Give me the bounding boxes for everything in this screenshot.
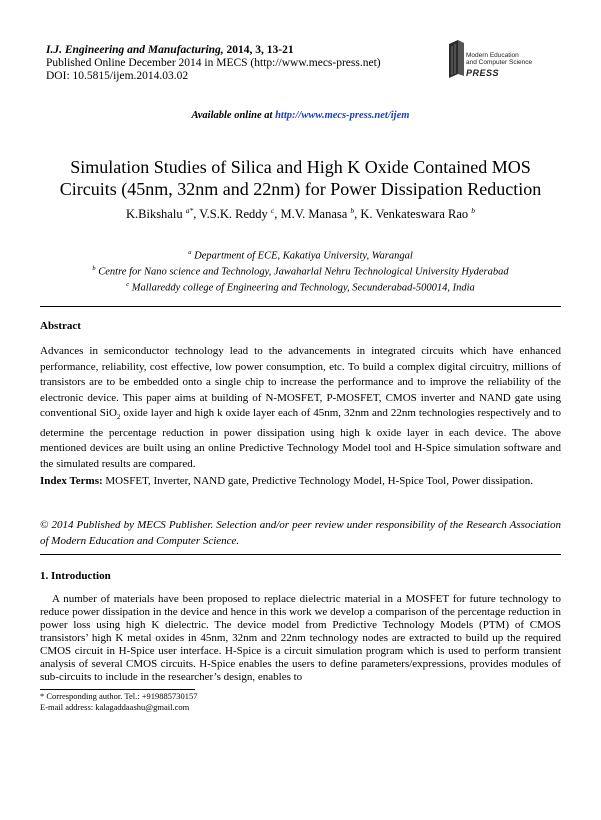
publisher-logo [446,38,556,82]
published-line: Published Online December 2014 in MECS (http://www.mecs-press.net) [46,57,381,69]
divider [40,554,561,555]
logo-line-1: Modern Education [466,52,519,59]
author-sup: a* [185,206,194,215]
paper-title [40,156,561,200]
introduction-heading: 1. Introduction [40,570,111,582]
journal-title: I.J. Engineering and Manufacturing, [46,44,224,56]
journal-header [46,44,381,83]
footnote-divider [40,689,195,690]
journal-link[interactable]: http://www.mecs-press.net/ijem [275,110,410,121]
corresponding-author: * Corresponding author. Tel.: +919885730157 [40,691,198,701]
author-sup: b [471,206,476,215]
author: K. Venkateswara Rao [360,207,469,222]
author: V.S.K. Reddy [199,207,268,222]
availability-line [0,110,601,121]
title-line-2: Circuits (45nm, 32nm and 22nm) for Power Dissipation Reduction [59,179,542,199]
author: M.V. Manasa [280,207,348,222]
book-stack-icon [446,38,468,78]
availability-prefix: Available online at [191,110,276,121]
abstract-text: Advances in semiconductor technology lead to the advancements in integrated circuits which have enhanced performance, reliability, cost effective, low power consumption, etc. To build a complex digital circuitry, millions of transistors are to be embedded onto a single chip to increase the performance and to improve the reliability of the electronic device. This paper aims at building of N-MOSFET, P-MOSFET, CMOS inverter and NAND gate using conventional SiO$_2$ oxide layer and high k oxide layer each of 45nm, 32nm and 22nm technologies respectively and to determine the percentage reduction in power dissipation using high k oxide layer in each device. The above mentioned devices are built using an online Predictive Technology Model tool and H-Spice simulation software and the simulated results are compared. [40,345,561,470]
copyright-notice: © 2014 Published by MECS Publisher. Selection and/or peer review under responsibility of the Research Association of Modern Education and Computer Science. [40,519,561,547]
logo-press: PRESS [466,68,500,78]
author-sup: b [350,206,355,215]
affiliations [0,247,601,295]
introduction-text: A number of materials have been proposed to replace dielectric material in a MOSFET for future technology to reduce power dissipation in the device and hence in this work we develop a comparison of the percentage reduction in power loss using high K dielectric. The device model from Predictive Technology Models (PTM) of CMOS transistors’ high K metal oxides in 45nm, 32nm and 22nm technology nodes are extracted to build up the required CMOS circuit in H-Spice user interface. H-Spice is a circuit simulation program which is used to perform transient analysis of several CMOS circuits. H-Spice enables the users to define parameters/expressions, provides modules of sub-circuits to include in the researcher’s design, enables to [40,593,561,683]
affiliation: $^c$ Mallareddy college of Engineering and Technology, Secunderabad-500014, India [126,281,475,294]
abstract-heading: Abstract [40,320,81,332]
email-address: E-mail address: kalagaddaashu@gmail.com [40,702,190,712]
author: K.Bikshalu [125,207,183,222]
logo-line-2: and Computer Science [466,59,533,66]
index-terms-label: Index Terms: [40,475,103,487]
author-list: K.Bikshalu $^{a*}$, V.S.K. Reddy $^c$, M.V. Manasa $^b$, K. Venkateswara Rao $^b$ [125,206,476,222]
doi-line: DOI: 10.5815/ijem.2014.03.02 [46,70,189,82]
affiliation: $^a$ Department of ECE, Kakatiya University, Warangal [188,249,413,262]
index-terms: Index Terms: MOSFET, Inverter, NAND gate, Predictive Technology Model, H-Spice Tool, Power dissipation. [40,475,533,487]
affiliation: $^b$ Centre for Nano science and Technology, Jawaharlal Nehru Technological University Hyderabad [92,265,509,278]
footnote [40,691,198,713]
journal-issue: 2014, 3, 13-21 [223,44,294,56]
title-line-1: Simulation Studies of Silica and High K Oxide Contained MOS [70,157,531,177]
divider [40,306,561,307]
author-sup: c [270,206,275,215]
